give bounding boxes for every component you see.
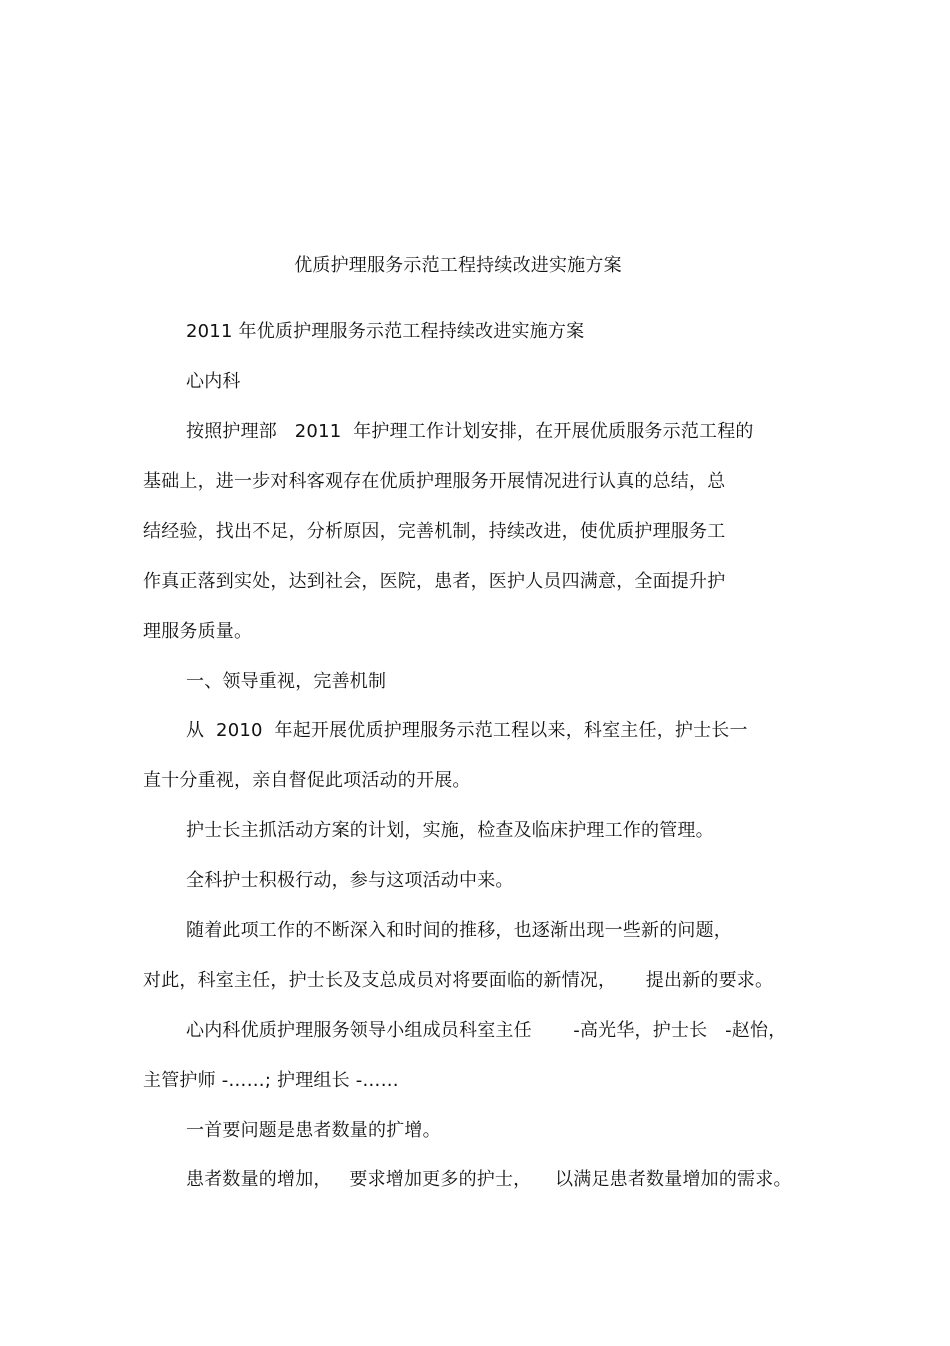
department-line: 心内科	[186, 371, 241, 392]
subtitle-line: 2011 年优质护理服务示范工程持续改进实施方案	[186, 321, 585, 342]
paragraph-line: 从 2010 年起开展优质护理服务示范工程以来，科室主任，护士长一	[186, 720, 748, 741]
paragraph-line: 一首要问题是患者数量的扩增。	[186, 1120, 441, 1141]
paragraph-line: 护士长主抓活动方案的计划，实施，检查及临床护理工作的管理。	[186, 820, 714, 841]
paragraph-line: 按照护理部 2011 年护理工作计划安排，在开展优质服务示范工程的	[186, 421, 754, 442]
paragraph-line: 基础上，进一步对科客观存在优质护理服务开展情况进行认真的总结，总	[143, 471, 726, 492]
paragraph-line: 心内科优质护理服务领导小组成员科室主任 -高光华，护士长 -赵怡，	[186, 1020, 787, 1041]
paragraph-line: 主管护师 -……; 护理组长 -……	[143, 1070, 399, 1091]
paragraph-line: 对此，科室主任，护士长及支总成员对将要面临的新情况， 提出新的要求。	[143, 970, 774, 991]
paragraph-line: 理服务质量。	[143, 621, 253, 642]
paragraph-line: 患者数量的增加， 要求增加更多的护士， 以满足患者数量增加的需求。	[186, 1169, 792, 1190]
paragraph-line: 直十分重视，亲自督促此项活动的开展。	[143, 770, 471, 791]
paragraph-line: 作真正落到实处，达到社会，医院，患者，医护人员四满意，全面提升护	[143, 571, 726, 592]
section-heading: 一、领导重视，完善机制	[186, 671, 387, 692]
paragraph-line: 结经验，找出不足，分析原因，完善机制，持续改进，使优质护理服务工	[143, 521, 726, 542]
paragraph-line: 全科护士积极行动，参与这项活动中来。	[186, 870, 514, 891]
document-title: 优质护理服务示范工程持续改进实施方案	[294, 255, 622, 276]
paragraph-line: 随着此项工作的不断深入和时间的推移，也逐渐出现一些新的问题，	[186, 920, 732, 941]
